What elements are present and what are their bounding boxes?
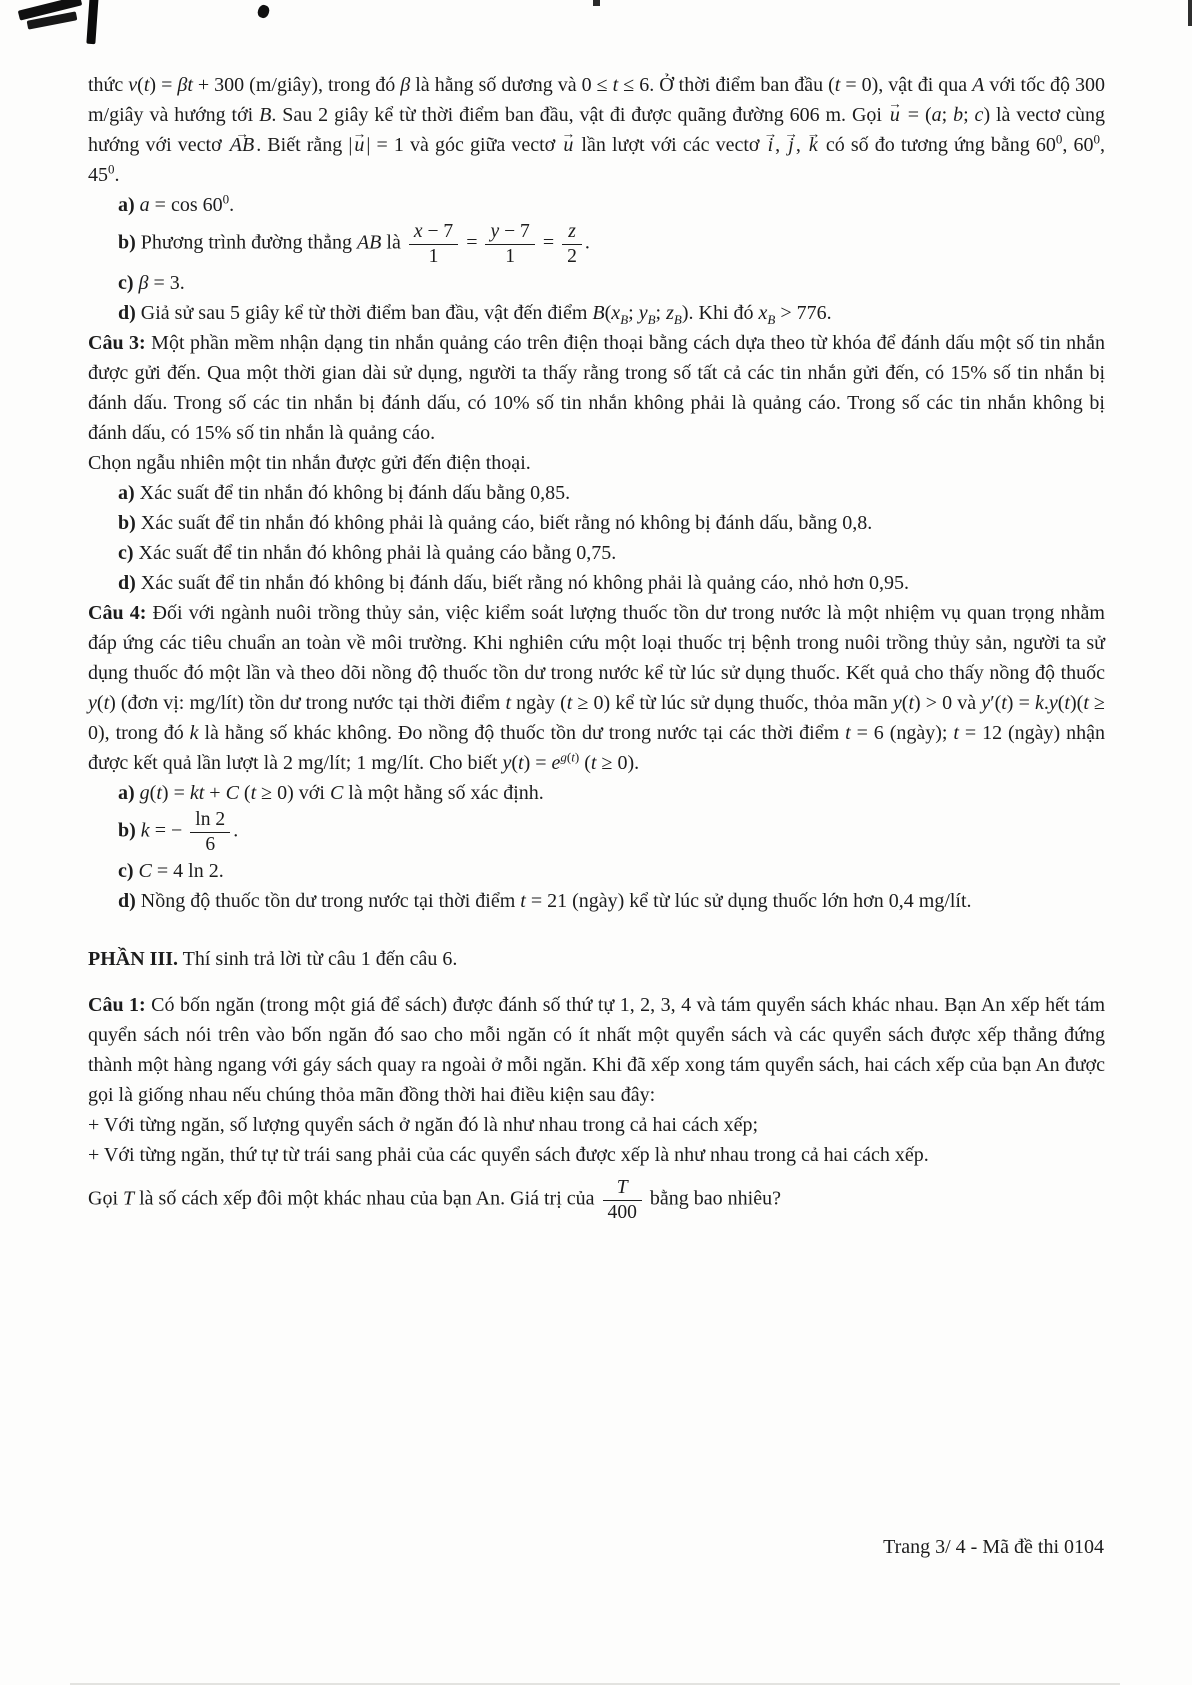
scan-artifact-bar bbox=[86, 0, 98, 44]
question2-item-b: b) Phương trình đường thẳng AB là $\frac{x - 7}{1}$ = $\frac{y - 7}{1}$ = $\frac{z}{2}$ . bbox=[118, 221, 590, 267]
question3-note: Chọn ngẫu nhiên một tin nhắn được gửi đến điện thoại. bbox=[88, 452, 531, 474]
scan-artifact-dot bbox=[593, 0, 600, 6]
question3-item-c: c) Xác suất để tin nhắn đó không phải là quảng cáo bằng 0,75. bbox=[118, 542, 617, 564]
part3-heading: PHẦN III. Thí sinh trả lời từ câu 1 đến câu 6. bbox=[88, 948, 458, 970]
question2-continuation-paragraph: thức v(t) = βt + 300 (m/giây), trong đó β là hằng số dương và 0 ≤ t ≤ 6. Ở thời điểm ban đầu (t = 0), vật đi qua A với tốc độ 300 m/giây và hướng tới B. Sau 2 giây kể từ thời điểm ban đầu, vật đi được quãng đường 606 m. Gọi u → = (a; b; c) là vectơ cùng hướng với vectơ AB → . Biết rằng | u → | = 1 và góc giữa vectơ u → lần lượt với các vectơ i → , j → , k → có số đo tương ứng bằng $60^0$, $60^0$, $45^0$. bbox=[88, 70, 1105, 190]
question2-item-a: a) $a = \cos 60^0$. bbox=[118, 191, 235, 216]
part3-question1-condition-1: + Với từng ngăn, số lượng quyển sách ở ngăn đó là như nhau trong cả hai cách xếp; bbox=[88, 1114, 759, 1136]
question3-item-a: a) Xác suất để tin nhắn đó không bị đánh dấu bằng 0,85. bbox=[118, 482, 571, 504]
part3-question1-statement: Câu 1: Có bốn ngăn (trong một giá để sách) được đánh số thứ tự 1, 2, 3, 4 và tám quyển sách khác nhau. Bạn An xếp hết tám quyển sách nói trên vào bốn ngăn đó sao cho mỗi ngăn có ít nhất một quyển sách và các quyển sách được xếp thẳng đứng thành một hàng ngang với gáy sách quay ra ngoài ở mỗi ngăn. Khi đã xếp xong tám quyển sách, hai cách xếp của bạn An được gọi là giống nhau nếu chúng thỏa mãn đồng thời hai điều kiện sau đây: bbox=[88, 994, 1105, 1106]
scan-artifact-dot bbox=[256, 4, 271, 20]
page-footer: Trang 3/ 4 - Mã đề thi 0104 bbox=[883, 1536, 1104, 1558]
question4-item-a: a) g(t) = kt + C (t ≥ 0) với C là một hằng số xác định. bbox=[118, 782, 544, 804]
question2-item-c: c) β = 3. bbox=[118, 272, 185, 294]
scan-artifact-edge bbox=[1188, 0, 1192, 26]
question3-item-d: d) Xác suất để tin nhắn đó không bị đánh dấu, biết rằng nó không phải là quảng cáo, nhỏ hơn 0,95. bbox=[118, 572, 909, 594]
question2-item-d: d) Giả sử sau 5 giây kể từ thời điểm ban đầu, vật đến điểm $B(x_B$; $y_B$; $z_B$). Khi đó $x_B > 776$. bbox=[118, 302, 832, 327]
question4-item-d: d) Nồng độ thuốc tồn dư trong nước tại thời điểm t = 21 (ngày) kể từ lúc sử dụng thuốc lớn hơn 0,4 mg/lít. bbox=[118, 890, 972, 912]
question4-item-c: c) C = 4 ln 2. bbox=[118, 860, 224, 882]
question4-statement: Câu 4: Đối với ngành nuôi trồng thủy sản, việc kiểm soát lượng thuốc tồn dư trong nước là một nhiệm vụ quan trọng nhằm đáp ứng các tiêu chuẩn an toàn về môi trường. Khi nghiên cứu một loại thuốc trị bệnh trong nuôi trồng thủy sản, người ta sử dụng thuốc đó một lần và theo dõi nồng độ thuốc tồn dư trong nước kể từ lúc sử dụng thuốc. Kết quả cho thấy nồng độ thuốc y(t) (đơn vị: mg/lít) tồn dư trong nước tại thời điểm t ngày (t ≥ 0) kể từ lúc sử dụng thuốc, thỏa mãn y(t) > 0 và y′(t) = k.y(t)(t ≥ 0), trong đó k là hằng số khác không. Đo nồng độ thuốc tồn dư trong nước tại các thời điểm t = 6 (ngày); t = 12 (ngày) nhận được kết quả lần lượt là 2 mg/lít; 1 mg/lít. Cho biết $y(t) = e^{g(t)}$ (t ≥ 0). bbox=[88, 602, 1105, 774]
question3-item-b: b) Xác suất để tin nhắn đó không phải là quảng cáo, biết rằng nó không bị đánh dấu, bằng 0,8. bbox=[118, 512, 873, 534]
part3-question1-final: Gọi T là số cách xếp đôi một khác nhau của bạn An. Giá trị của $\frac{T}{400}$ bằng bao nhiêu? bbox=[88, 1177, 781, 1223]
question3-statement: Câu 3: Một phần mềm nhận dạng tin nhắn quảng cáo trên điện thoại bằng cách dựa theo từ khóa để đánh dấu một số tin nhắn được gửi đến. Qua một thời gian dài sử dụng, người ta thấy rằng trong số tất cả các tin nhắn gửi đến, có 15% số tin nhắn bị đánh dấu. Trong số các tin nhắn bị đánh dấu, có 10% số tin nhắn không phải là quảng cáo. Trong số các tin nhắn không bị đánh dấu, có 15% số tin nhắn là quảng cáo. bbox=[88, 332, 1105, 444]
question4-item-b: b) k = − $\frac{\ln 2}{6}$ . bbox=[118, 809, 239, 855]
exam-page-content bbox=[88, 70, 1105, 1224]
part3-question1-condition-2: + Với từng ngăn, thứ tự từ trái sang phải của các quyển sách được xếp là như nhau trong cả hai cách xếp. bbox=[88, 1144, 929, 1166]
